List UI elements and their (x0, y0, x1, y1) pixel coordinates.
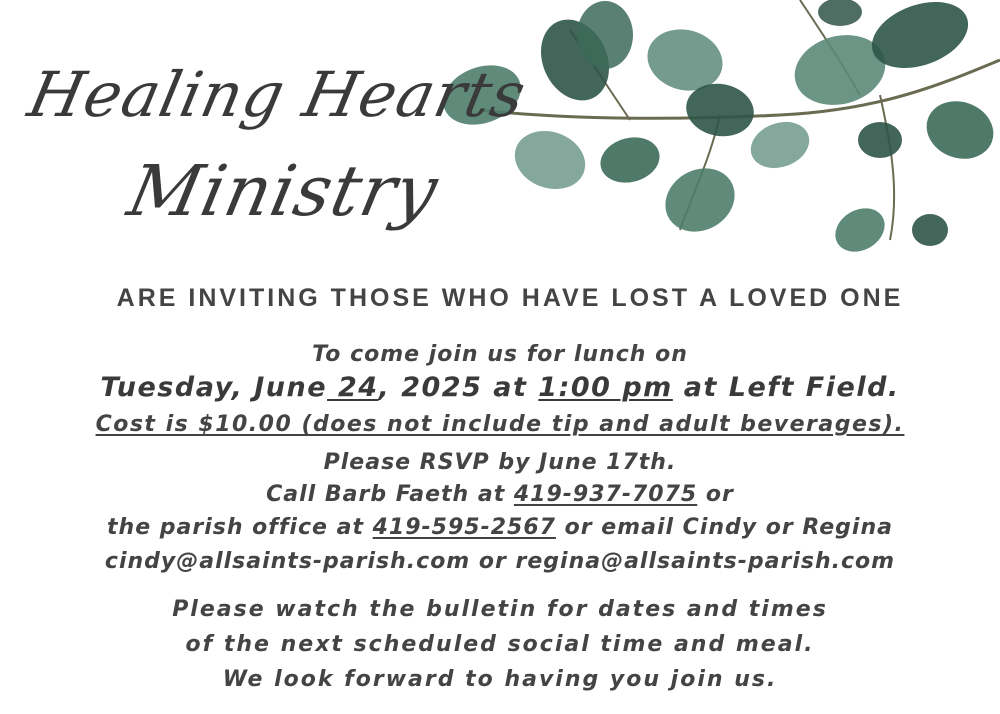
closing-line3: We look forward to having you join us. (222, 667, 778, 692)
ministry-title-line1: Healing Hearts (22, 58, 533, 131)
parish-line (0, 515, 1000, 540)
invite-heading: ARE INVITING THOSE WHO HAVE LOST A LOVED ONE (116, 284, 904, 312)
call-prefix: Call Barb Faeth at (266, 482, 514, 507)
date-time-line (0, 372, 1000, 403)
date-mid: , 2025 at (378, 372, 539, 403)
ministry-title-line2: Ministry (121, 150, 446, 232)
call-line (0, 482, 1000, 507)
barb-phone-link[interactable]: 419-937-7075 (513, 482, 698, 507)
parish-suffix: or email Cindy or Regina (555, 515, 893, 540)
closing-line2: of the next scheduled social time and meal. (185, 632, 815, 657)
eucalyptus-illustration (420, 0, 1000, 270)
closing-line1: Please watch the bulletin for dates and times (172, 597, 828, 622)
date-suffix: at Left Field. (672, 372, 900, 403)
intro-line: To come join us for lunch on (312, 342, 688, 367)
email-line: cindy@allsaints-parish.com or regina@allsaints-parish.com (104, 549, 896, 574)
rsvp-line: Please RSVP by June 17th. (323, 450, 677, 475)
parish-prefix: the parish office at (107, 515, 373, 540)
date-day: 24 (327, 372, 379, 403)
date-prefix: Tuesday, June (100, 372, 328, 403)
parish-phone-link[interactable]: 419-595-2567 (372, 515, 556, 540)
cost-line: Cost is $10.00 (does not include tip and adult beverages). (95, 412, 905, 437)
event-time: 1:00 pm (538, 372, 673, 403)
call-suffix: or (697, 482, 734, 507)
